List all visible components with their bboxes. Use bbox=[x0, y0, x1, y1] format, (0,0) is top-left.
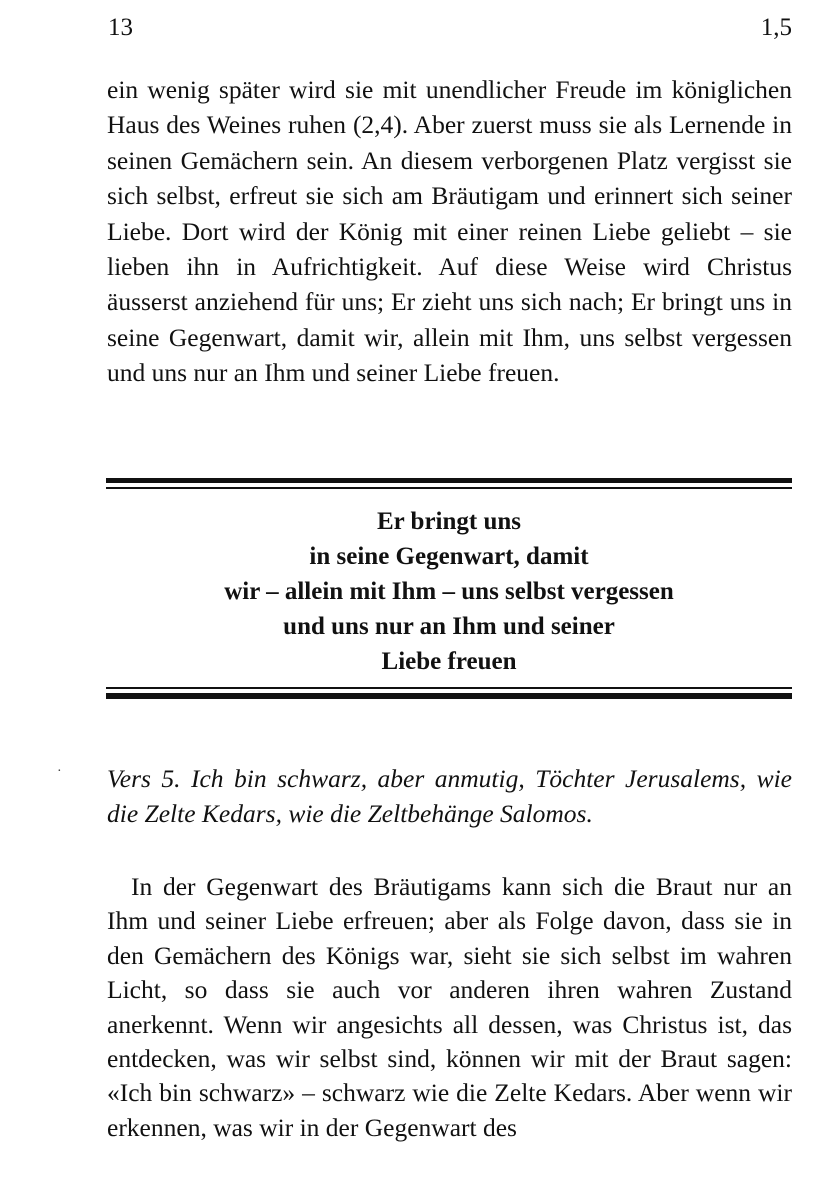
body-paragraph-2: In der Gegenwart des Bräutigams kann sich die Braut nur an Ihm und seiner Liebe erfreuen; aber als Folge davon, dass sie in den Gemächern des Königs war, sieht sie sich selbst im wahren Licht, so dass sie auch vor anderen ihren wahren Zustand anerkennt. Wenn wir angesichts all dessen, was Christus ist, das entdecken, was wir selbst sind, können wir mit der Braut sagen: «Ich bin schwarz» – schwarz wie die Zelte Kedars. Aber wenn wir erkennen, was wir in der Gegenwart des bbox=[107, 872, 792, 1142]
top-thick-rule bbox=[106, 478, 792, 483]
section-reference: 1,5 bbox=[760, 14, 792, 41]
pull-quote-box bbox=[106, 478, 792, 700]
page-header bbox=[108, 14, 792, 46]
pull-quote-line: und uns nur an Ihm und seiner bbox=[283, 613, 615, 640]
bottom-thin-rule bbox=[106, 687, 792, 689]
top-thin-rule bbox=[106, 487, 792, 489]
pull-quote-line: Er bringt uns bbox=[376, 508, 522, 535]
bottom-thick-rule bbox=[106, 693, 792, 699]
pull-quote-line: wir – allein mit Ihm – uns selbst vergessen bbox=[224, 578, 674, 605]
pull-quote bbox=[106, 504, 792, 679]
page-number: 13 bbox=[108, 14, 133, 41]
margin-mark: · bbox=[57, 764, 62, 779]
body-paragraph-1: ein wenig später wird sie mit unendlicher Freude im königlichen Haus des Weines ruhen (2,4). Aber zuerst muss sie als Lernende in seinen Gemächern sein. An diesem verborgenen Platz vergisst sie sich selbst, erfreut sie sich am Bräutigam und erinnert sich seiner Liebe. Dort wird der König mit einer reinen Liebe geliebt – sie lieben ihn in Aufrichtigkeit. Auf diese Weise wird Christus äusserst anziehend für uns; Er zieht uns sich nach; Er bringt uns in seine Gegenwart, damit wir, allein mit Ihm, uns selbst vergessen und uns nur an Ihm und seiner Liebe freuen. bbox=[107, 75, 792, 388]
pull-quote-line: in seine Gegenwart, damit bbox=[309, 543, 589, 570]
verse-heading: Vers 5. Ich bin schwarz, aber anmutig, Töchter Jerusalems, wie die Zelte Kedars, wie die Zeltbehänge Salomos. bbox=[107, 764, 792, 828]
pull-quote-line: Liebe freuen bbox=[381, 648, 517, 675]
